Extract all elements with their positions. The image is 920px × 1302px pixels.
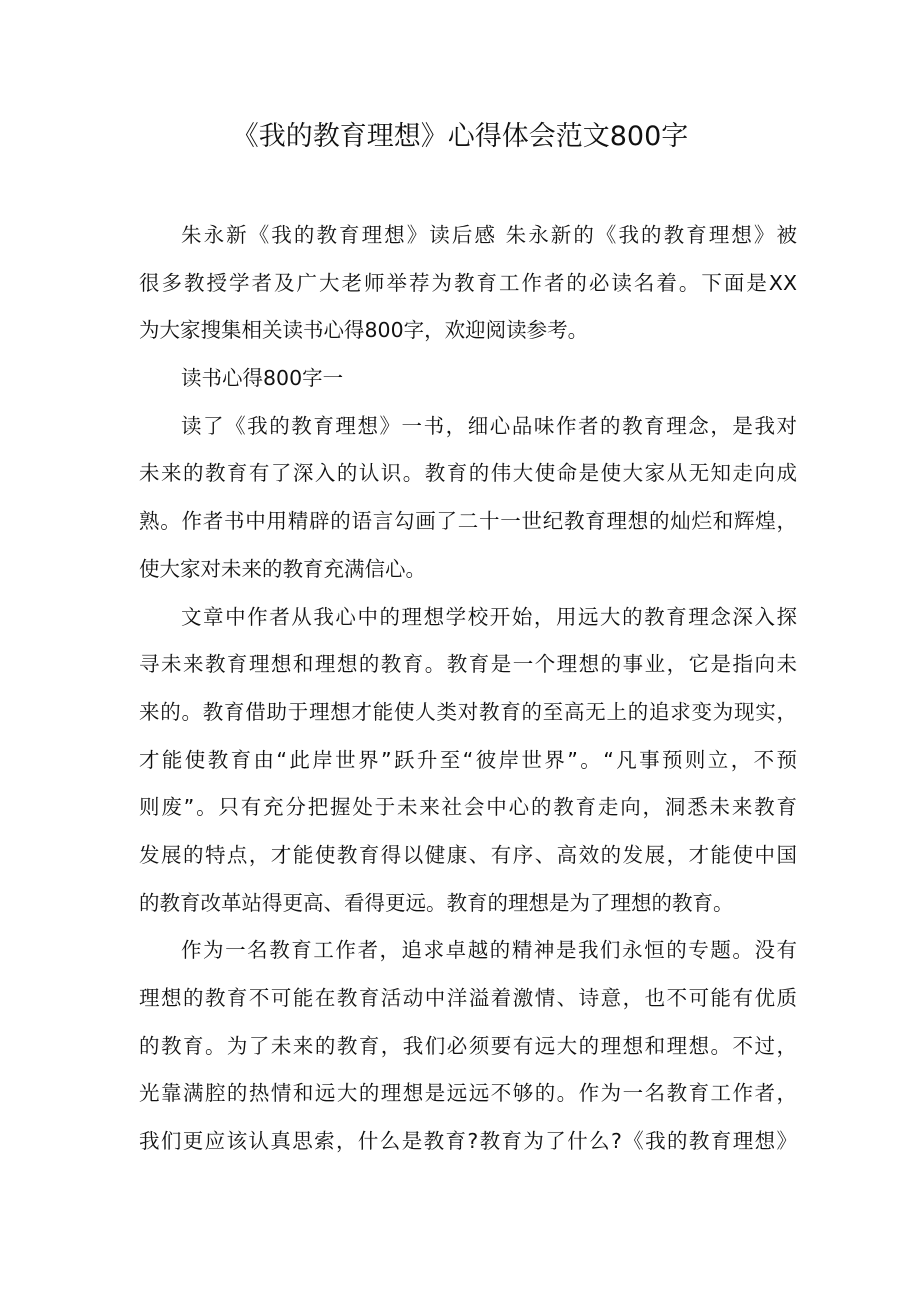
text-line: 读书心得800字一 [181, 366, 344, 391]
text-line: 才能使教育由“此岸世界”跃升至“彼岸世界”。“凡事预则立，不预 [139, 747, 797, 772]
text-line: 的教育改革站得更高、看得更远。教育的理想是为了理想的教育。 [139, 890, 734, 915]
text-line: 理想的教育不可能在教育活动中洋溢着激情、诗意，也不可能有优质 [139, 986, 797, 1010]
text-line: 文章中作者从我心中的理想学校开始，用远大的教育理念深入探 [181, 604, 797, 629]
text-line: 未来的教育有了深入的认识。教育的伟大使命是使大家从无知走向成 [139, 461, 797, 486]
text-line: 寻未来教育理想和理想的教育。教育是一个理想的事业，它是指向未 [139, 652, 797, 677]
text-line: 很多教授学者及广大老师举荐为教育工作者的必读名着。下面是XX [139, 270, 797, 295]
text-line: 使大家对未来的教育充满信心。 [139, 556, 426, 581]
text-line: 发展的特点，才能使教育得以健康、有序、高效的发展，才能使中国 [139, 842, 797, 867]
text-line: 为大家搜集相关读书心得800字，欢迎阅读参考。 [139, 318, 589, 343]
text-line: 我们更应该认真思索，什么是教育?教育为了什么?《我的教育理想》 [139, 1129, 797, 1154]
text-line: 来的。教育借助于理想才能使人类对教育的至高无上的追求变为现实， [139, 699, 797, 724]
text-line: 熟。作者书中用精辟的语言勾画了二十一世纪教育理想的灿烂和辉煌， [139, 509, 797, 534]
text-line: 光靠满腔的热情和远大的理想是远远不够的。作为一名教育工作者， [139, 1081, 797, 1106]
text-line: 则废”。只有充分把握处于未来社会中心的教育走向，洞悉未来教育 [139, 795, 797, 820]
text-line: 作为一名教育工作者，追求卓越的精神是我们永恒的专题。没有 [181, 938, 797, 963]
document-body [139, 212, 797, 1166]
text-line: 的教育。为了未来的教育，我们必须要有远大的理想和理想。不过， [139, 1033, 797, 1058]
text-line: 朱永新《我的教育理想》读后感 朱永新的《我的教育理想》被 [181, 223, 797, 247]
document-title: 《我的教育理想》心得体会范文800字 [231, 121, 689, 152]
text-line: 读了《我的教育理想》一书，细心品味作者的教育理念，是我对 [181, 413, 797, 438]
